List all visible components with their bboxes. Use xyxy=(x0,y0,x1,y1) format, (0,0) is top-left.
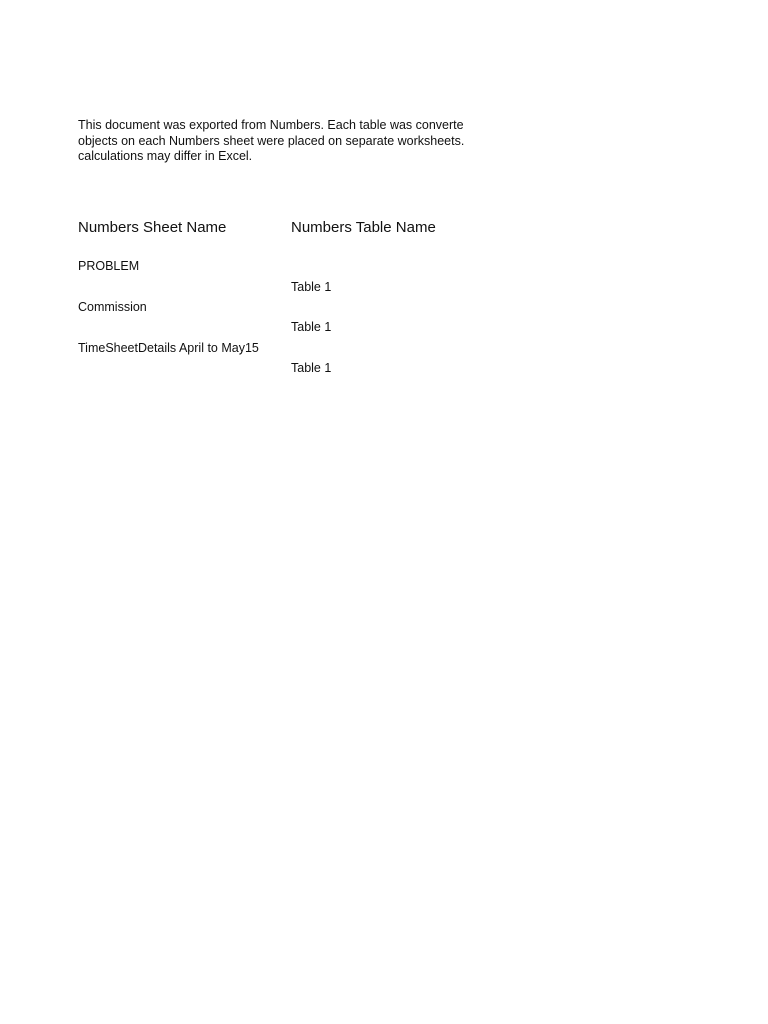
intro-line-3: calculations may differ in Excel. xyxy=(78,149,253,163)
header-table-name: Numbers Table Name xyxy=(291,219,436,236)
table-name-cell: Table 1 xyxy=(291,320,332,334)
intro-text xyxy=(78,118,502,165)
header-sheet-name: Numbers Sheet Name xyxy=(78,219,227,236)
sheet-name-cell: TimeSheetDetails April to May15 xyxy=(78,341,259,355)
sheet-name-cell: Commission xyxy=(78,300,147,314)
table-name-cell: Table 1 xyxy=(291,361,332,375)
table-name-cell: Table 1 xyxy=(291,280,332,294)
sheet-name-cell: PROBLEM xyxy=(78,259,140,273)
intro-line-1: This document was exported from Numbers. Each table was converte xyxy=(78,118,464,132)
intro-line-2: objects on each Numbers sheet were placed on separate worksheets. xyxy=(78,133,465,148)
